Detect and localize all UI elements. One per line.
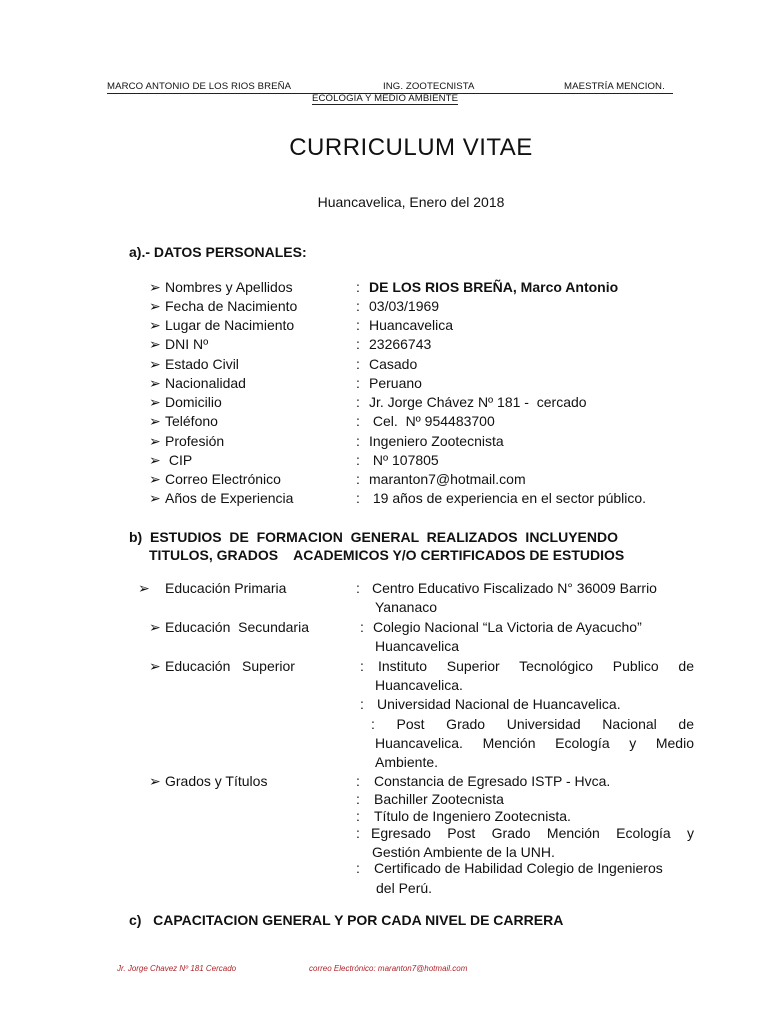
personal-row-profession: ➢ Profesión : Ingeniero Zootecnista xyxy=(149,433,504,449)
education-secondary-line2: Huancavelica xyxy=(375,638,460,654)
arrowhead-bullet-icon: ➢ xyxy=(138,580,150,596)
education-primary-line1: Centro Educativo Fiscalizado N° 36009 Barrio xyxy=(372,580,657,596)
education-higher-line3b: Huancavelica. Mención Ecología y Medio xyxy=(375,735,694,751)
education-secondary-line1: Colegio Nacional “La Victoria de Ayacucho” xyxy=(373,619,642,635)
arrowhead-bullet-icon: ➢ xyxy=(149,336,161,352)
section-b-heading-line1: b) ESTUDIOS DE FORMACION GENERAL REALIZADOS INCLUYENDO xyxy=(129,529,618,545)
arrowhead-bullet-icon: ➢ xyxy=(149,658,161,674)
footer-address: Jr. Jorge Chavez Nº 181 Cercado xyxy=(117,964,237,973)
education-primary-label: Educación Primaria xyxy=(165,580,287,596)
personal-row-address: ➢ Domicilio : Jr. Jorge Chávez Nº 181 - cercado xyxy=(149,394,587,410)
header-name: MARCO ANTONIO DE LOS RIOS BREÑA xyxy=(107,81,292,92)
degree-item-2: Bachiller Zootecnista xyxy=(374,791,504,807)
arrowhead-bullet-icon: ➢ xyxy=(149,394,161,410)
education-degrees-label: Grados y Títulos xyxy=(165,773,268,789)
education-higher-line2: Universidad Nacional de Huancavelica. xyxy=(377,696,621,712)
personal-row-experience: ➢ Años de Experiencia : 19 años de experiencia en el sector público. xyxy=(149,490,647,506)
arrowhead-bullet-icon: ➢ xyxy=(149,619,161,635)
arrowhead-bullet-icon: ➢ xyxy=(149,433,161,449)
arrowhead-bullet-icon: ➢ xyxy=(149,375,161,391)
header-degree: MAESTRÍA MENCION. xyxy=(564,81,665,92)
arrowhead-bullet-icon: ➢ xyxy=(149,298,161,314)
arrowhead-bullet-icon: ➢ xyxy=(149,773,161,789)
arrowhead-bullet-icon: ➢ xyxy=(149,413,161,429)
section-c-heading: c) CAPACITACION GENERAL Y POR CADA NIVEL DE CARRERA xyxy=(129,912,564,928)
personal-row-nationality: ➢ Nacionalidad : Peruano xyxy=(149,375,422,391)
education-higher-line1a: Instituto Superior Tecnológico Publico de xyxy=(378,658,694,674)
education-higher-line1b: Huancavelica. xyxy=(375,677,463,693)
arrowhead-bullet-icon: ➢ xyxy=(149,317,161,333)
arrowhead-bullet-icon: ➢ xyxy=(149,490,161,506)
personal-row-civil-status: ➢ Estado Civil : Casado xyxy=(149,356,418,372)
education-primary-line2: Yananaco xyxy=(375,599,438,615)
arrowhead-bullet-icon: ➢ xyxy=(149,471,161,487)
degree-item-4b: Gestión Ambiente de la UNH. xyxy=(372,844,555,860)
arrowhead-bullet-icon: ➢ xyxy=(149,356,161,372)
section-b-heading-line2: TITULOS, GRADOS ACADEMICOS Y/O CERTIFICADOS DE ESTUDIOS xyxy=(149,547,625,563)
arrowhead-bullet-icon: ➢ xyxy=(149,279,161,295)
personal-row-birthplace: ➢ Lugar de Nacimiento : Huancavelica xyxy=(149,317,454,333)
education-higher-line3a: : Post Grado Universidad Nacional de xyxy=(371,716,694,732)
document-title: CURRICULUM VITAE xyxy=(289,134,533,161)
header-degree-cont: ECOLOGÍA Y MEDIO AMBIENTE xyxy=(312,93,459,104)
degree-item-5b: del Perú. xyxy=(376,880,433,896)
personal-row-phone: ➢ Teléfono : Cel. Nº 954483700 xyxy=(149,413,495,429)
education-higher-label: Educación Superior xyxy=(165,658,295,674)
personal-row-name: ➢ Nombres y Apellidos : DE LOS RIOS BREÑA, Marco Antonio xyxy=(149,279,619,295)
education-higher-line3c: Ambiente. xyxy=(375,754,439,770)
degree-item-4a: Egresado Post Grado Mención Ecología y xyxy=(371,825,694,841)
degree-item-5a: Certificado de Habilidad Colegio de Ingenieros xyxy=(374,860,663,876)
footer-email: correo Electrónico: maranton7@hotmail.com xyxy=(309,964,468,973)
degree-item-1: Constancia de Egresado ISTP - Hvca. xyxy=(374,773,611,789)
personal-row-birthdate: ➢ Fecha de Nacimiento : 03/03/1969 xyxy=(149,298,440,314)
place-date: Huancavelica, Enero del 2018 xyxy=(317,194,505,210)
education-secondary-label: Educación Secundaria xyxy=(165,619,309,635)
personal-row-email: ➢ Correo Electrónico : maranton7@hotmail.com xyxy=(149,471,526,487)
section-a-heading: a).- DATOS PERSONALES: xyxy=(129,244,307,260)
personal-row-dni: ➢ DNI Nº : 23266743 xyxy=(149,336,432,352)
personal-row-cip: ➢ CIP : Nº 107805 xyxy=(149,452,439,468)
arrowhead-bullet-icon: ➢ xyxy=(149,452,161,468)
header-profession: ING. ZOOTECNISTA xyxy=(383,81,475,92)
degree-item-3: Título de Ingeniero Zootecnista. xyxy=(374,808,571,824)
